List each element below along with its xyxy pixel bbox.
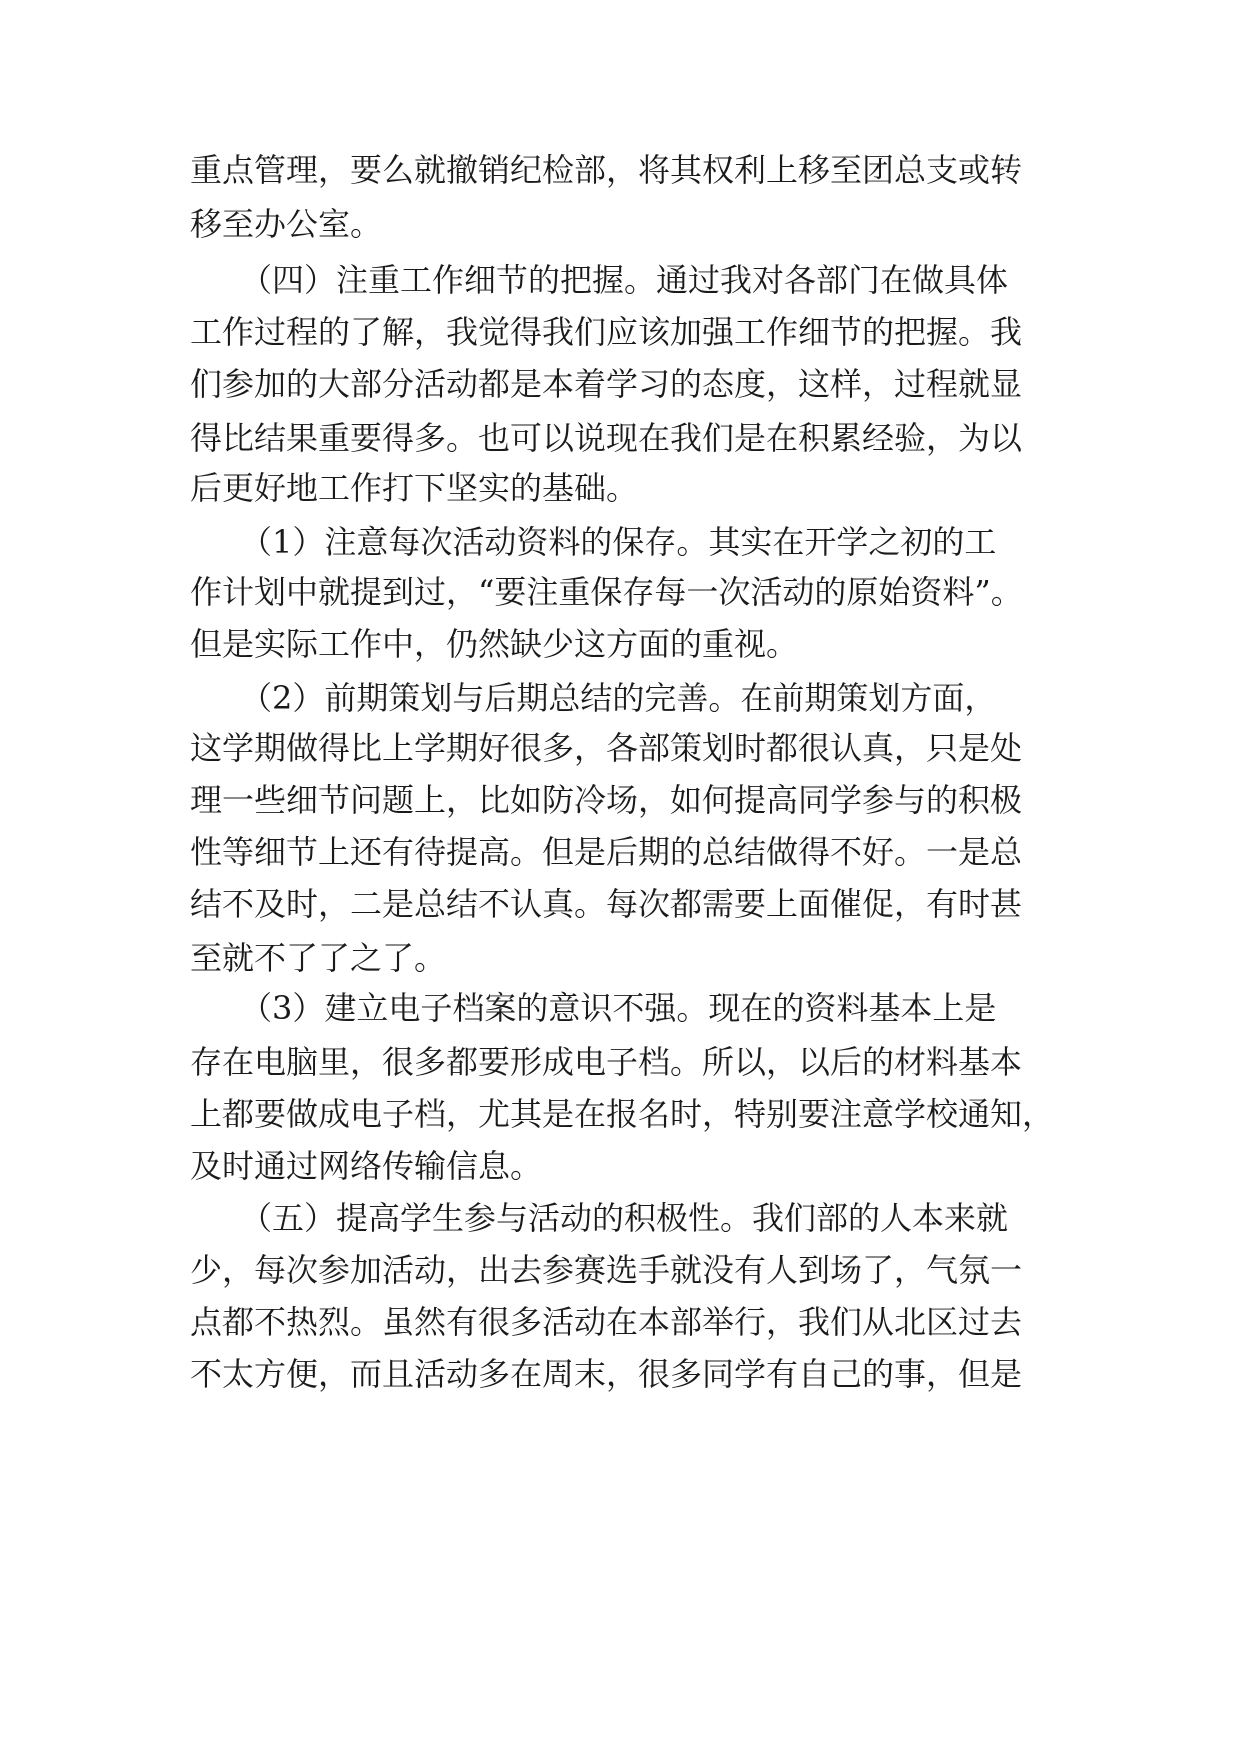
text-line: 性等细节上还有待提高。但是后期的总结做得不好。一是总 (190, 833, 1023, 871)
text-line: 上都要做成电子档，尤其是在报名时，特别要注意学校通知， (190, 1095, 1055, 1133)
text-line: 作计划中就提到过，“要注重保存每一次活动的原始资料”。 (190, 573, 1023, 611)
text-line: 理一些细节问题上，比如防冷场，如何提高同学参与的积极 (190, 781, 1023, 819)
text-line: 但是实际工作中，仍然缺少这方面的重视。 (190, 625, 799, 663)
text-line: 工作过程的了解，我觉得我们应该加强工作细节的把握。我 (190, 313, 1023, 351)
text-line: 存在电脑里，很多都要形成电子档。所以，以后的材料基本 (190, 1043, 1023, 1081)
text-line: 少，每次参加活动，出去参赛选手就没有人到场了，气氛一 (190, 1251, 1023, 1289)
text-line: 点都不热烈。虽然有很多活动在本部举行，我们从北区过去 (190, 1303, 1023, 1341)
text-line: 后更好地工作打下坚实的基础。 (190, 469, 639, 507)
text-line: 及时通过网络传输信息。 (190, 1147, 543, 1185)
text-line: 不太方便，而且活动多在周末，很多同学有自己的事，但是 (190, 1355, 1023, 1393)
paragraph-heading: （四）注重工作细节的把握。通过我对各部门在做具体 (240, 261, 1009, 299)
paragraph-heading: （1）注意每次活动资料的保存。其实在开学之初的工 (240, 523, 997, 561)
text-line: 这学期做得比上学期好很多，各部策划时都很认真，只是处 (190, 729, 1023, 767)
text-line: 们参加的大部分活动都是本着学习的态度，这样，过程就显 (190, 365, 1023, 403)
paragraph-heading: （3）建立电子档案的意识不强。现在的资料基本上是 (240, 989, 997, 1027)
paragraph-heading: （2）前期策划与后期总结的完善。在前期策划方面， (240, 679, 997, 717)
text-line: 得比结果重要得多。也可以说现在我们是在积累经验，为以 (190, 419, 1023, 457)
text-line: 重点管理，要么就撤销纪检部，将其权利上移至团总支或转 (190, 151, 1023, 189)
text-line: 移至办公室。 (190, 205, 383, 243)
paragraph-heading: （五）提高学生参与活动的积极性。我们部的人本来就 (240, 1199, 1009, 1237)
text-line: 结不及时，二是总结不认真。每次都需要上面催促，有时甚 (190, 885, 1023, 923)
text-line: 至就不了了之了。 (190, 939, 447, 977)
